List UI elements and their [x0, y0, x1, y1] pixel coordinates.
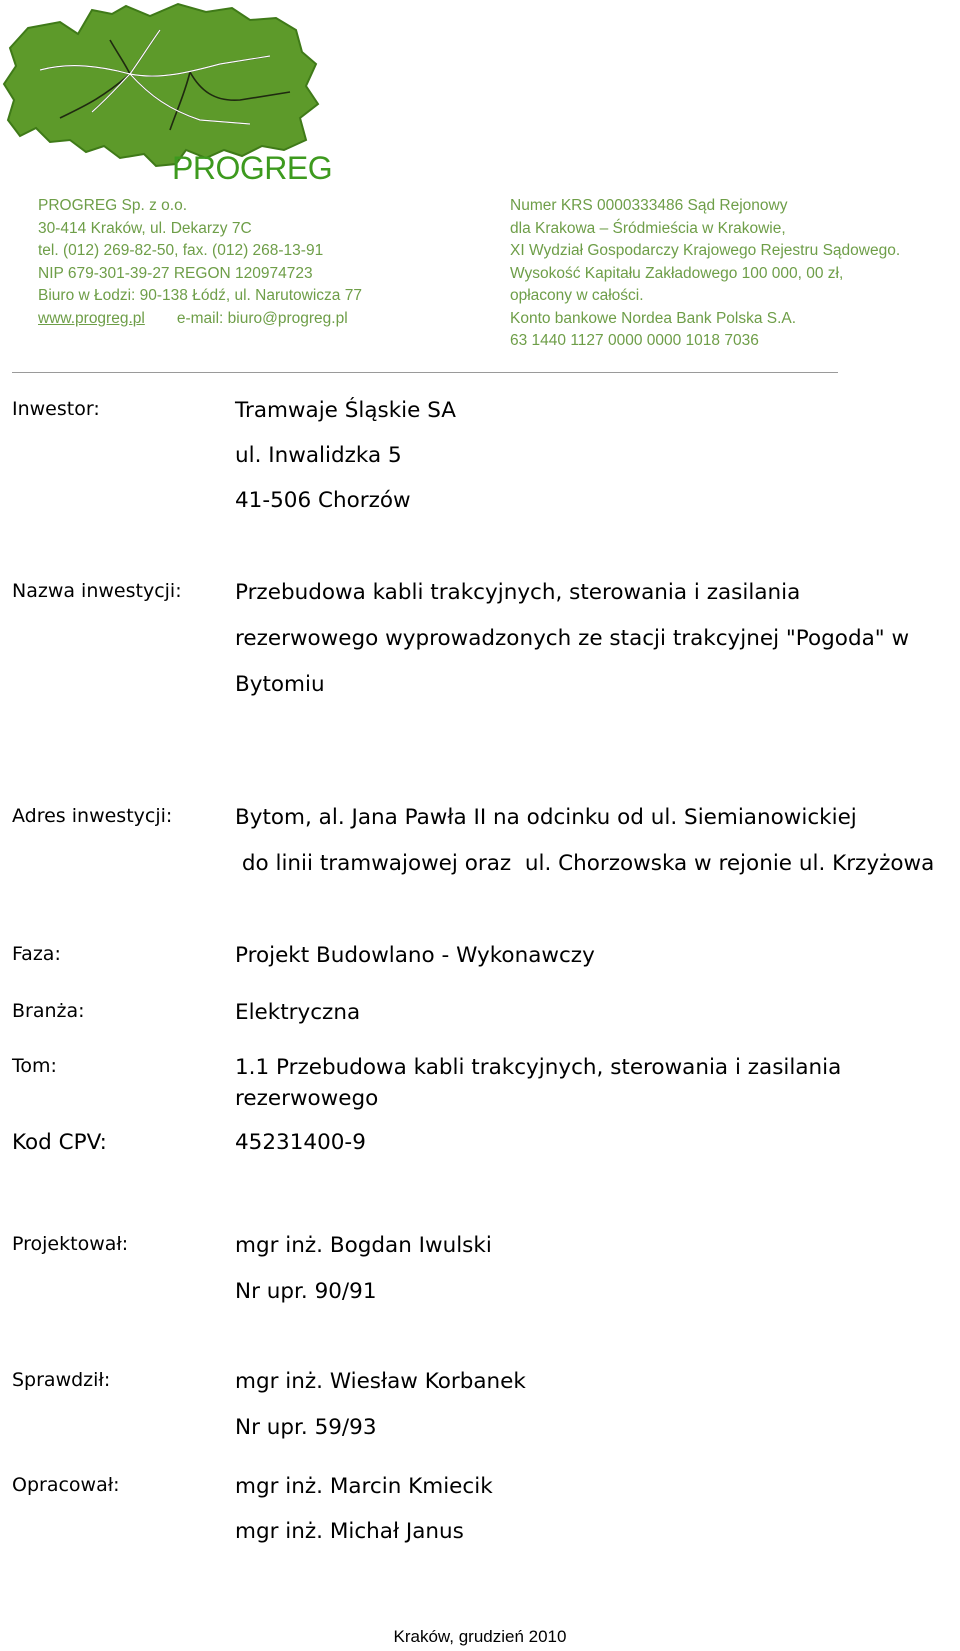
label-projektowal: Projektował: — [12, 1233, 129, 1255]
registry-line-4: Wysokość Kapitału Zakładowego 100 000, 00 zł, — [510, 264, 844, 282]
company-website-link[interactable]: www.progreg.pl — [38, 309, 145, 327]
value-faza: Projekt Budowlano - Wykonawczy — [235, 943, 595, 968]
value-opracowal-name-1: mgr inż. Marcin Kmiecik — [235, 1474, 493, 1499]
value-branza: Elektryczna — [235, 1000, 361, 1025]
value-adres-line-1: Bytom, al. Jana Pawła II na odcinku od ul. Siemianowickiej — [235, 805, 857, 830]
value-tom-line-1: 1.1 Przebudowa kabli trakcyjnych, sterowania i zasilania — [235, 1055, 842, 1080]
value-nazwa-line-1: Przebudowa kabli trakcyjnych, sterowania i zasilania — [235, 580, 801, 605]
value-kod-cpv: 45231400-9 — [235, 1130, 366, 1155]
label-branza: Branża: — [12, 1000, 85, 1022]
value-projektowal-license: Nr upr. 90/91 — [235, 1279, 377, 1304]
value-inwestor-city: 41-506 Chorzów — [235, 488, 411, 513]
value-projektowal-name: mgr inż. Bogdan Iwulski — [235, 1233, 492, 1258]
footer-place-date: Kraków, grudzień 2010 — [393, 1627, 567, 1646]
company-brand: PROGREG — [172, 150, 333, 186]
registry-line-7: 63 1440 1127 0000 0000 1018 7036 — [510, 332, 759, 349]
value-sprawdzil-license: Nr upr. 59/93 — [235, 1415, 377, 1440]
value-adres-line-2: do linii tramwajowej oraz ul. Chorzowska w rejonie ul. Krzyżowa — [235, 851, 935, 876]
label-tom: Tom: — [12, 1055, 57, 1077]
value-sprawdzil-name: mgr inż. Wiesław Korbanek — [235, 1369, 526, 1394]
value-opracowal-name-2: mgr inż. Michał Janus — [235, 1519, 464, 1544]
header-divider — [12, 372, 838, 373]
label-sprawdzil: Sprawdził: — [12, 1369, 111, 1391]
company-phone: tel. (012) 269-82-50, fax. (012) 268-13-91 — [38, 242, 324, 259]
registry-line-3: XI Wydział Gospodarczy Krajowego Rejestru Sądowego. — [510, 242, 901, 259]
company-lodz-office: Biuro w Łodzi: 90-138 Łódź, ul. Narutowicza 77 — [38, 287, 362, 304]
label-nazwa-inwestycji: Nazwa inwestycji: — [12, 580, 182, 602]
company-name: PROGREG Sp. z o.o. — [38, 197, 188, 214]
value-tom-line-2: rezerwowego — [235, 1086, 379, 1111]
value-nazwa-line-2: rezerwowego wyprowadzonych ze stacji trakcyjnej "Pogoda" w — [235, 626, 910, 651]
company-tax-ids: NIP 679-301-39-27 REGON 120974723 — [38, 264, 313, 282]
value-inwestor-name: Tramwaje Śląskie SA — [235, 398, 456, 423]
company-contact-block — [38, 195, 458, 330]
label-inwestor: Inwestor: — [12, 398, 100, 420]
label-faza: Faza: — [12, 943, 61, 965]
registry-line-1: Numer KRS 0000333486 Sąd Rejonowy — [510, 197, 788, 214]
registry-line-5: opłacony w całości. — [510, 287, 644, 304]
company-email: e-mail: biuro@progreg.pl — [176, 309, 348, 327]
label-kod-cpv: Kod CPV: — [12, 1130, 107, 1155]
label-opracowal: Opracował: — [12, 1474, 120, 1496]
value-inwestor-street: ul. Inwalidzka 5 — [235, 443, 402, 468]
value-nazwa-line-3: Bytomiu — [235, 672, 325, 697]
company-registry-block — [510, 195, 960, 353]
label-adres-inwestycji: Adres inwestycji: — [12, 805, 173, 827]
registry-line-6: Konto bankowe Nordea Bank Polska S.A. — [510, 309, 797, 327]
registry-line-2: dla Krakowa – Śródmieścia w Krakowie, — [510, 219, 786, 237]
company-address: 30-414 Kraków, ul. Dekarzy 7C — [38, 219, 252, 237]
